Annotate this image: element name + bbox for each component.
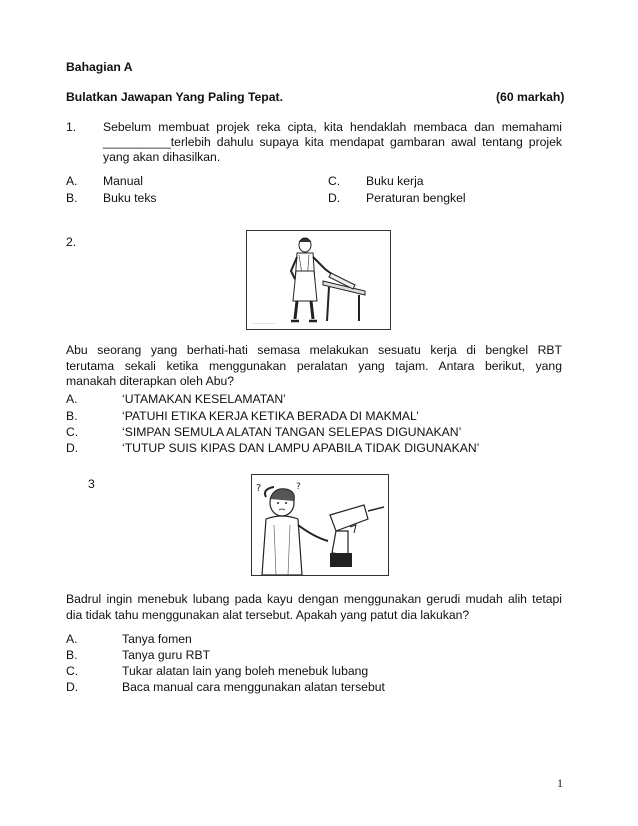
option-c-text[interactable]: ‘SIMPAN SEMULA ALATAN TANGAN SELEPAS DIGUNAKAN’ [122,425,462,439]
option-a-text[interactable]: Tanya fomen [122,632,192,646]
carpenter-sawing-illustration [246,230,391,330]
option-d-text[interactable]: Baca manual cara menggunakan alatan tersebut [122,680,385,694]
option-b-text[interactable]: ‘PATUHI ETIKA KERJA KETIKA BERADA DI MAKMAL’ [122,409,419,423]
option-a-letter[interactable]: A. [66,392,78,406]
drill-icon [252,475,388,575]
confused-boy-with-drill-illustration [251,474,389,576]
option-c-letter[interactable]: C. [66,664,79,678]
section-title: Bahagian A [66,60,133,74]
option-d-text[interactable]: Peraturan bengkel [366,191,466,205]
option-d-text[interactable]: ‘TUTUP SUIS KIPAS DAN LAMPU APABILA TIDAK DIGUNAKAN’ [122,441,480,455]
option-b-letter[interactable]: B. [66,648,78,662]
question-text-line: dia tidak tahu menggunakan alat tersebut. Apakah yang patut dia lakukan? [66,608,470,622]
svg-text:?: ? [256,483,262,494]
question-text-line: Sebelum membuat projek reka cipta, kita hendaklah membaca dan memahami [103,120,562,134]
svg-text:?: ? [296,482,301,492]
question-text-line: __________terlebih dahulu supaya kita mendapat gambaran awal tentang projek [103,135,562,149]
question-number: 2. [66,235,77,249]
option-a-text[interactable]: ‘UTAMAKAN KESELAMATAN’ [122,392,286,406]
svg-text:___________: ___________ [252,319,277,324]
instruction: Bulatkan Jawapan Yang Paling Tepat. [66,90,283,104]
question-text-line: Badrul ingin menebuk lubang pada kayu dengan menggunakan gerudi mudah alih tetapi [66,592,562,606]
option-b-letter[interactable]: B. [66,191,78,205]
option-d-letter[interactable]: D. [66,441,79,455]
question-text-line: manakah diterapkan oleh Abu? [66,374,235,388]
option-d-letter[interactable]: D. [328,191,341,205]
option-c-text[interactable]: Buku kerja [366,174,424,188]
question-text [103,120,562,165]
option-c-letter[interactable]: C. [328,174,341,188]
option-c-text[interactable]: Tukar alatan lain yang boleh menebuk lubang [122,664,369,678]
option-a-text[interactable]: Manual [103,174,143,188]
page-number: 1 [557,776,563,790]
marks-label: (60 markah) [496,90,565,104]
question-number: 1. [66,120,77,134]
question-text-line: yang akan dihasilkan. [103,150,221,164]
question-number: 3 [88,477,95,491]
option-d-letter[interactable]: D. [66,680,79,694]
carpenter-sawing-icon [247,231,390,329]
question-text [66,591,562,623]
question-text-line: terutama sekali ketika menggunakan peralatan yang tajam. Antara berikut, yang [66,358,562,373]
question-text [66,343,562,390]
option-a-letter[interactable]: A. [66,174,78,188]
option-b-text[interactable]: Tanya guru RBT [122,648,211,662]
option-b-text[interactable]: Buku teks [103,191,157,205]
option-b-letter[interactable]: B. [66,409,78,423]
option-c-letter[interactable]: C. [66,425,79,439]
option-a-letter[interactable]: A. [66,632,78,646]
question-text-line: Abu seorang yang berhati-hati semasa melakukan sesuatu kerja di bengkel RBT [66,343,562,357]
